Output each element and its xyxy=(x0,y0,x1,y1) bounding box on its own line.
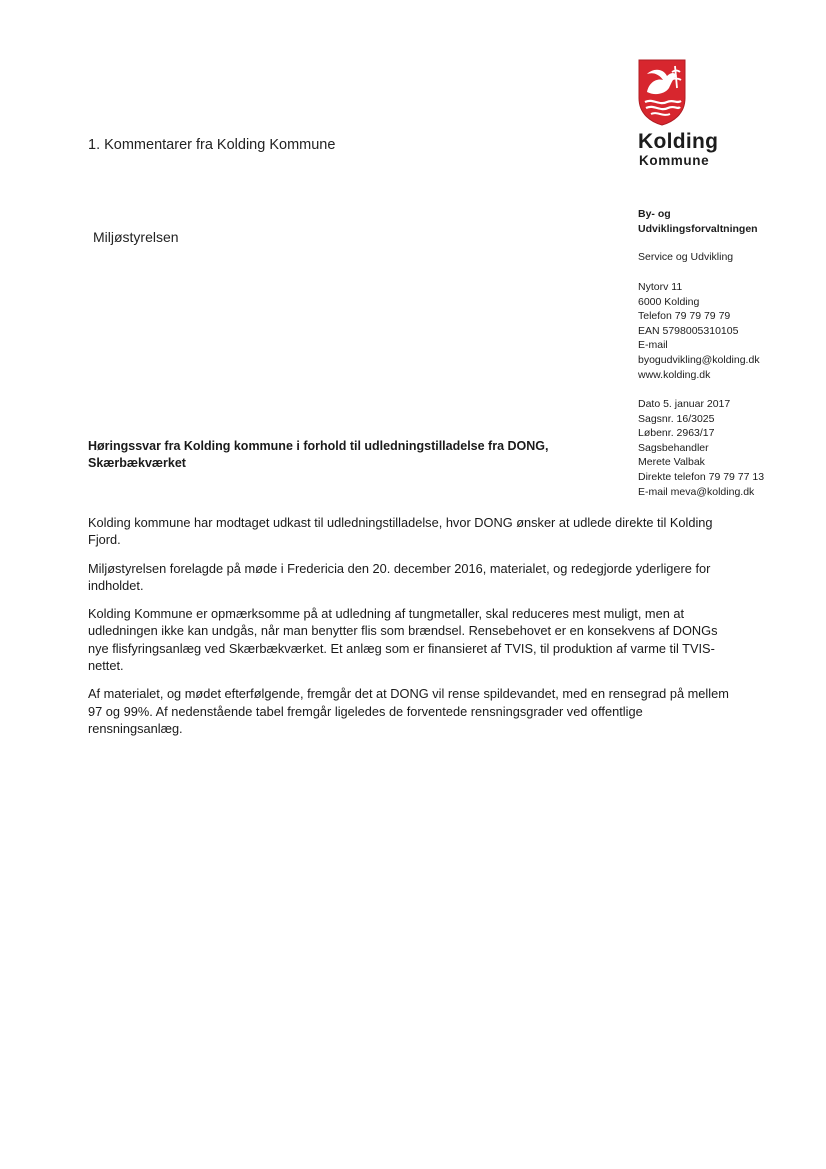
case-handler-name: Merete Valbak xyxy=(638,456,705,469)
handler-email: E-mail meva@kolding.dk xyxy=(638,485,755,498)
subject-line: Høringssvar fra Kolding kommune i forhold til udledningstilladelse fra DONG, xyxy=(88,439,549,453)
phone-line: Telefon 79 79 79 79 xyxy=(638,310,731,323)
department-line: Udviklingsforvaltningen xyxy=(638,222,758,235)
address-block xyxy=(638,280,818,382)
paragraph: Kolding Kommune er opmærksomme på at udledning af tungmetaller, skal reduceres mest muligt, men at udledningen ikke kan undgås, når man benytter flis som brændsel. Rensebehovet er en konsekvens af DONGs nye flisfyringsanlæg ved Skærbækværket. Et anlæg som er finansieret af TVIS, til produktion af varme til TVIS-nettet. xyxy=(88,606,718,674)
address-line: 6000 Kolding xyxy=(638,295,700,308)
document-heading: 1. Kommentarer fra Kolding Kommune xyxy=(88,137,336,153)
department-line: By- og xyxy=(638,208,671,220)
ean-line: EAN 5798005310105 xyxy=(638,324,739,337)
paragraph: Kolding kommune har modtaget udkast til udledningstilladelse, hvor DONG ønsker at udlede direkte til Kolding Fjord. xyxy=(88,515,713,548)
recipient: Miljøstyrelsen xyxy=(93,229,179,245)
website: www.kolding.dk xyxy=(638,368,711,381)
address-line: Nytorv 11 xyxy=(638,281,683,293)
subject-line: Skærbækværket xyxy=(88,456,186,470)
case-number: Sagsnr. 16/3025 xyxy=(638,412,715,425)
kolding-coat-of-arms-icon xyxy=(637,58,687,126)
department xyxy=(638,207,818,236)
subject xyxy=(88,438,608,472)
date-line: Dato 5. januar 2017 xyxy=(638,398,731,410)
case-info-block xyxy=(638,397,818,499)
paragraph: Af materialet, og mødet efterfølgende, fremgår det at DONG vil rense spildevandet, med en rensegrad på mellem 97 og 99%. Af nedenstående tabel fremgår ligeledes de forventede rensningsgrader ved offentlige rensningsanlæg. xyxy=(88,686,729,736)
email-label: E-mail xyxy=(638,339,668,352)
unit-line: Service og Udvikling xyxy=(638,251,734,263)
serial-number: Løbenr. 2963/17 xyxy=(638,427,715,440)
unit xyxy=(638,250,818,265)
email-address: byogudvikling@kolding.dk xyxy=(638,353,760,366)
letter-body xyxy=(88,514,738,748)
direct-phone: Direkte telefon 79 79 77 13 xyxy=(638,470,765,483)
paragraph: Miljøstyrelsen forelagde på møde i Fredericia den 20. december 2016, materialet, og redegjorde yderligere for indholdet. xyxy=(88,560,711,593)
brand-sub: Kommune xyxy=(639,153,710,168)
brand-name: Kolding xyxy=(638,130,719,153)
case-handler-label: Sagsbehandler xyxy=(638,441,709,454)
